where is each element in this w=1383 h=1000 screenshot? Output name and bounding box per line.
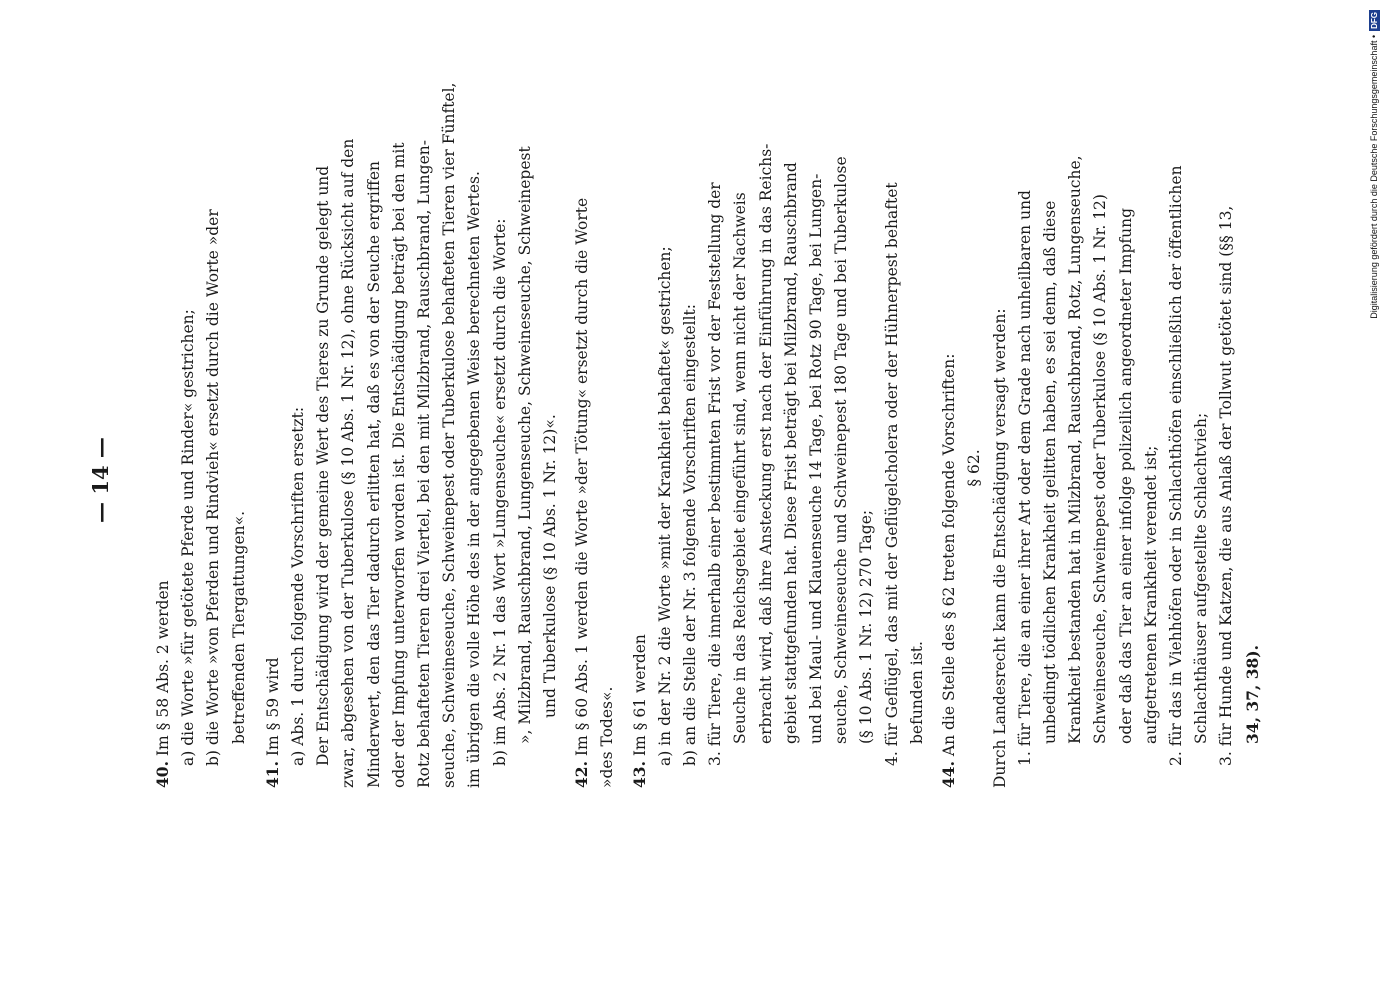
page-header: — 14 — [88, 437, 113, 523]
dfg-credit [1368, 10, 1380, 390]
text-line: a) Abs. 1 durch folgende Vorschriften ersetzt: [289, 406, 308, 766]
text-line: Im § 58 Abs. 2 werden [154, 580, 172, 757]
text-line: Minderwert, den das Tier dadurch erlitten hat, daß es von der Seuche ergriffen [364, 160, 383, 788]
text-line: und Tuberkulose (§ 10 Abs. 1 Nr. 12)«. [541, 414, 560, 718]
text-line: Im § 59 wird [263, 657, 282, 757]
text-line: seuche, Schweineseuche, Schweinepest oder Tuberkulose behafteten Tieren vier Fünftel, [440, 82, 459, 788]
text-line: », Milzbrand, Rauschbrand, Lungenseuche, Schweineseuche, Schweinepest [515, 146, 534, 744]
section-number: 40. [153, 761, 172, 788]
text-line: Der Entschädigung wird der gemeine Wert des Tieres zu Grunde gelegt und [314, 165, 333, 766]
text-line: 1. für Tiere, die an einer ihrer Art oder dem Grade nach unheilbaren und [1015, 190, 1034, 766]
section-number: 41. [262, 761, 282, 788]
text-line: 4. für Geflügel, das mit der Geflügelcholera oder der Hühnerpest behaftet [882, 182, 901, 766]
text-line: Seuche in das Reichsgebiet eingeführt sind, wenn nicht der Nachweis [731, 192, 750, 744]
credit-text: Digitalisierung gefördert durch die Deutsche Forschungsgemeinschaft • [1369, 34, 1379, 319]
text-line: 34, 37, 38). [1242, 644, 1262, 744]
text-line: zwar, abgesehen von der Tuberkulose (§ 10 Abs. 1 Nr. 12), ohne Rücksicht auf den [339, 138, 358, 788]
text-line: seuche, Schweineseuche und Schweinepest 180 Tage und bei Tuberkulose [832, 156, 851, 744]
text-line: Im § 61 werden [630, 634, 649, 757]
dfg-logo-icon: DFG [1369, 12, 1379, 29]
text-line: Rotz behafteten Tieren drei Viertel, bei den mit Milzbrand, Rauschbrand, Lungen- [415, 140, 434, 788]
text-line: (§ 10 Abs. 1 Nr. 12) 270 Tage; [857, 509, 876, 744]
text-line: b) an die Stelle der Nr. 3 folgende Vorschriften eingestellt: [681, 303, 700, 766]
section-number: 44. [939, 761, 959, 788]
text-line: im übrigen die volle Höhe des in der angegebenen Weise berechneten Wertes. [465, 171, 484, 788]
text-line: Krankheit bestanden hat in Milzbrand, Rauschbrand, Rotz, Lungenseuche, [1066, 155, 1085, 744]
text-line: erbracht wird, daß ihre Ansteckung erst nach der Einführung in das Reichs- [756, 143, 775, 744]
text-line: »des Todes«. [598, 686, 617, 788]
text-line: gebiet stattgefunden hat. Diese Frist beträgt bei Milzbrand, Rauschbrand [781, 162, 800, 744]
text-line: 2. für das in Viehhöfen oder in Schlachthöfen einschließlich der öffentlichen [1166, 165, 1185, 766]
text-line: unbedingt tödlichen Krankheit gelitten haben, es sei denn, daß diese [1040, 200, 1059, 744]
text-line: Schlachthäuser aufgestellte Schlachtvieh; [1192, 412, 1211, 744]
text-line: befunden ist. [907, 641, 926, 744]
text-line: 3. für Hunde und Katzen, die aus Anlaß der Tollwut getötet sind (§§ 13, [1217, 205, 1236, 766]
text-line: Durch Landesrecht kann die Entschädigung versagt werden: [990, 308, 1009, 788]
text-line: betreffenden Tiergattungen«. [229, 510, 248, 744]
text-line: An die Stelle des § 62 treten folgende Vorschriften: [940, 353, 959, 757]
section-40 [150, 82, 1265, 788]
section-number: 43. [629, 761, 649, 788]
text-line: und bei Maul- und Klauenseuche 14 Tage, bei Rotz 90 Tage, bei Lungen- [807, 173, 826, 744]
text-line: Im § 60 Abs. 1 werden die Worte »der Tötung« ersetzt durch die Worte [573, 197, 592, 757]
paragraph-title: § 62. [965, 449, 984, 487]
text-line: a) in der Nr. 2 die Worte »mit der Krankheit behaftet« gestrichen; [655, 246, 674, 766]
section-number: 42. [572, 761, 592, 788]
text-line: a) die Worte »für getötete Pferde und Rinder« gestrichen; [179, 309, 198, 766]
text-line: b) im Abs. 2 Nr. 1 das Wort »Lungenseuche« ersetzt durch die Worte: [490, 218, 509, 766]
text-line: oder daß das Tier an einer infolge polizeilich angeordneter Impfung [1116, 207, 1135, 744]
text-line: Schweineseuche, Schweinepest oder Tuberkulose (§ 10 Abs. 1 Nr. 12) [1091, 194, 1110, 744]
text-line: b) die Worte »von Pferden und Rindvieh« ersetzt durch die Worte »der [204, 209, 223, 766]
text-line: oder der Impfung unterworfen worden ist. Die Entschädigung beträgt bei den mit [389, 142, 408, 788]
text-line: 3. für Tiere, die innerhalb einer bestimmten Frist vor der Feststellung der [706, 182, 725, 766]
text-line: aufgetretenen Krankheit verendet ist; [1141, 445, 1160, 744]
